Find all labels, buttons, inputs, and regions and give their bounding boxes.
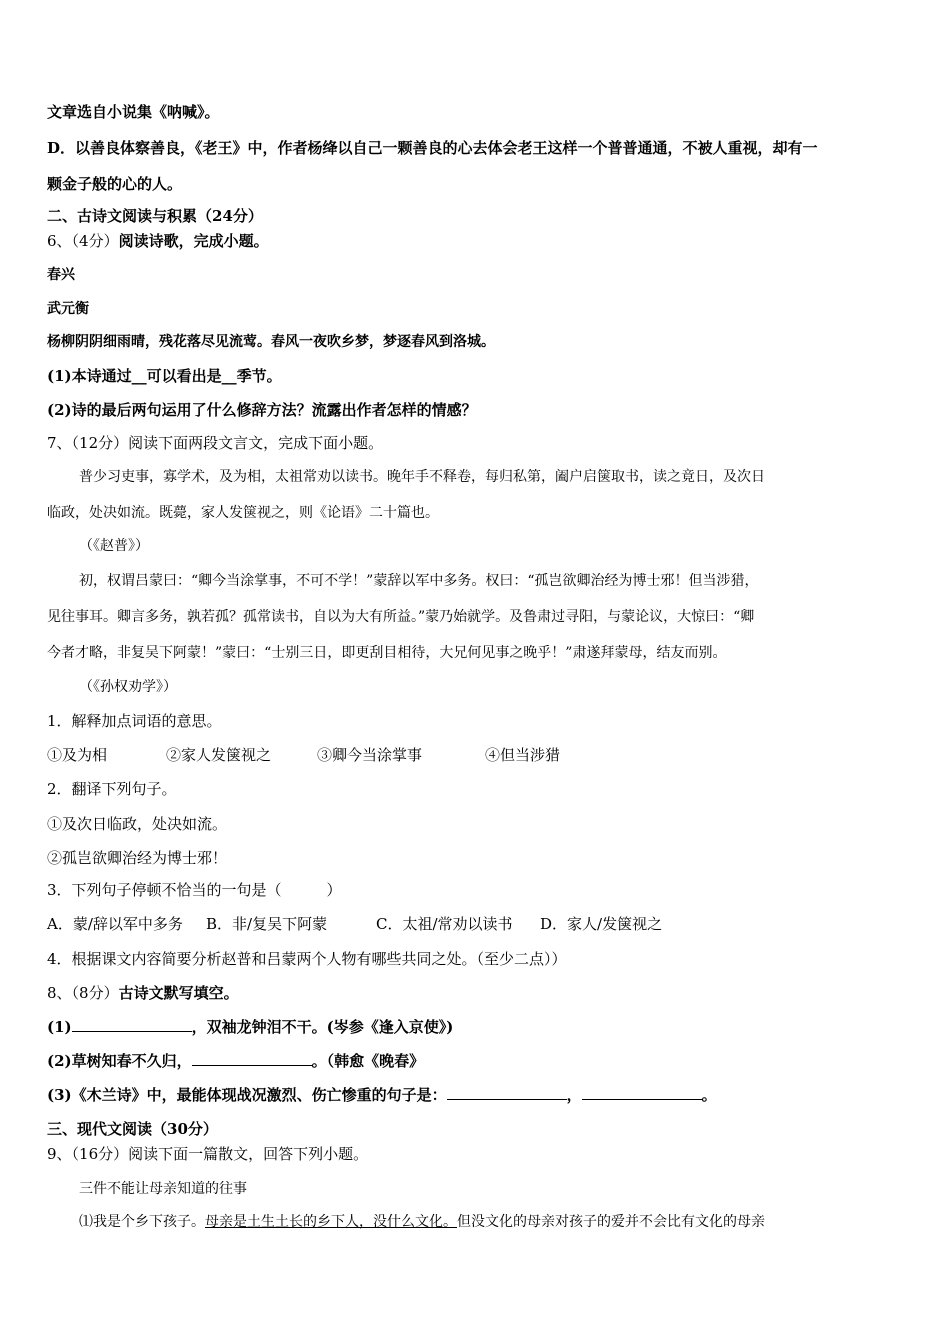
answer-blank[interactable] <box>192 1051 312 1066</box>
question-number: 6、（4分） <box>47 232 119 250</box>
fill-label: (3)《木兰诗》中，最能体现战况激烈、伤亡惨重的句子是： <box>47 1086 447 1104</box>
fill-text: ， <box>566 1086 582 1104</box>
option: ②家人发箧视之 <box>166 746 272 764</box>
source-label: （《孙权劝学》） <box>79 679 177 695</box>
translate-item: ②孤岂欲卿治经为博士邪！ <box>47 849 228 867</box>
answer-blank[interactable] <box>582 1085 702 1100</box>
question-prompt: 阅读诗歌，完成小题。 <box>118 232 269 250</box>
subquestion: (2)诗的最后两句运用了什么修辞方法？流露出作者怎样的情感？ <box>47 401 477 419</box>
fill-text: ，双袖龙钟泪不干。(岑参《逢入京使》) <box>191 1018 454 1036</box>
classical-text-quanxue: 今者才略，非复吴下阿蒙！”蒙曰：“士别三日，即更刮目相待，大兄何见事之晚乎！”肃遂拜蒙母，结友而别。 <box>47 645 727 661</box>
option: B．非/复吴下阿蒙 <box>206 915 328 933</box>
essay-text: ⑴我是个乡下孩子。 <box>79 1214 205 1230</box>
fill-label: (1) <box>47 1018 72 1036</box>
question-6 <box>47 231 269 251</box>
subquestion: 1．解释加点词语的意思。 <box>47 712 222 730</box>
classical-text-zhaopu: 临政，处决如流。既薨，家人发箧视之，则《论语》二十篇也。 <box>47 505 439 521</box>
line-text: 颗金子般的心的人。 <box>47 175 183 193</box>
classical-text-quanxue: 初，权谓吕蒙曰：“卿今当涂掌事，不可不学！”蒙辞以军中多务。权曰：“孤岂欲卿治经为博士邪！但当涉猎， <box>79 573 759 589</box>
fill-label: (2)草树知春不久归， <box>47 1052 192 1070</box>
subquestion: (1)本诗通过__可以看出是__季节。 <box>47 367 282 385</box>
option: ③卿今当涂掌事 <box>317 746 423 764</box>
question-8 <box>47 983 239 1003</box>
section-heading: 三、现代文阅读（30分） <box>47 1120 218 1138</box>
source-label: （《赵普》） <box>79 538 149 554</box>
option: ①及为相 <box>47 746 108 764</box>
essay-text: 但没文化的母亲对孩子的爱并不会比有文化的母亲 <box>457 1214 765 1230</box>
subquestion: 3．下列句子停顿不恰当的一句是（ ） <box>47 881 342 899</box>
fill-in-1 <box>47 1017 453 1037</box>
line-text: 文章选自小说集《呐喊》。 <box>47 103 220 121</box>
classical-text-quanxue: 见往事耳。卿言多务，孰若孤？孤常读书，自以为大有所益。”蒙乃始就学。及鲁肃过寻阳，与蒙论议，大惊曰：“卿 <box>47 609 755 625</box>
option: D．家人/发箧视之 <box>540 915 663 933</box>
essay-paragraph <box>79 1212 765 1232</box>
section-heading: 二、古诗文阅读与积累（24分） <box>47 207 263 225</box>
fill-text: 。（韩愈《晚春》 <box>311 1052 425 1070</box>
question-7: 7、（12分）阅读下面两段文言文，完成下面小题。 <box>47 434 384 452</box>
fill-text: 。 <box>701 1086 717 1104</box>
question-prompt: 古诗文默写填空。 <box>118 984 239 1002</box>
poem-author: 武元衡 <box>47 301 89 317</box>
subquestion: 4．根据课文内容简要分析赵普和吕蒙两个人物有哪些共同之处。（至少二点）） <box>47 950 567 968</box>
question-number: 8、（8分） <box>47 984 119 1002</box>
option: C．太祖/常劝以读书 <box>376 915 513 933</box>
underlined-sentence: 母亲是土生土长的乡下人，没什么文化。 <box>205 1214 457 1230</box>
option-d: D．以善良体察善良，《老王》中，作者杨绛以自己一颗善良的心去体会老王这样一个普普通通，不被人重视，却有一 <box>47 139 818 157</box>
subquestion: 2．翻译下列句子。 <box>47 780 177 798</box>
classical-text-zhaopu: 普少习吏事，寡学术，及为相，太祖常劝以读书。晚年手不释卷，每归私第，阖户启箧取书，读之竟日，及次日 <box>79 469 765 485</box>
answer-blank[interactable] <box>447 1085 567 1100</box>
answer-options <box>47 745 560 765</box>
fill-in-3 <box>47 1085 717 1105</box>
poem-title: 春兴 <box>47 267 75 283</box>
option: ④但当涉猎 <box>485 746 561 764</box>
essay-title: 三件不能让母亲知道的往事 <box>79 1181 247 1197</box>
translate-item: ①及次日临政，处决如流。 <box>47 815 228 833</box>
question-9: 9、（16分）阅读下面一篇散文，回答下列小题。 <box>47 1145 369 1163</box>
option: A．蒙/辞以军中多务 <box>47 915 183 933</box>
poem-body: 杨柳阴阴细雨晴，残花落尽见流莺。春风一夜吹乡梦，梦逐春风到洛城。 <box>47 334 495 350</box>
answer-options <box>47 914 662 934</box>
fill-in-2 <box>47 1051 424 1071</box>
answer-blank[interactable] <box>72 1017 192 1032</box>
